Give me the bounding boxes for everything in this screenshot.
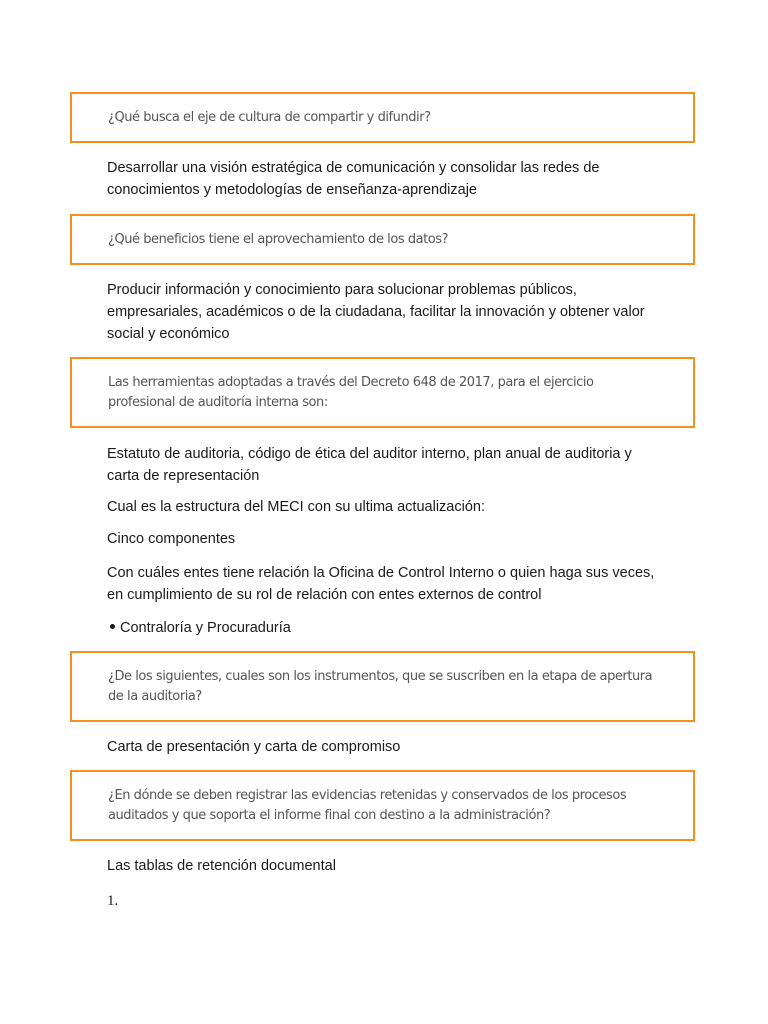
bullet-icon	[110, 624, 115, 629]
answer-text-1: Desarrollar una visión estratégica de comunicación y consolidar las redes de conocimientos y metodologías de enseñanza-aprendizaje	[107, 160, 600, 198]
answer-text-meci: Cinco componentes	[107, 531, 236, 547]
bullet-list-item	[107, 617, 667, 639]
question-text: Las herramientas adoptadas a través del Decreto 648 de 2017, para el ejercicio profesional de auditoría interna son:	[108, 374, 594, 410]
answer-text-2: Producir información y conocimiento para solucionar problemas públicos, empresariales, académicos o de la ciudadana, facilitar la innovación y obtener valor social y económico	[107, 282, 645, 342]
question-text: ¿De los siguientes, cuales son los instrumentos, que se suscriben en la etapa de apertura de la auditoria?	[108, 668, 653, 704]
question-text: ¿Qué beneficios tiene el aprovechamiento de los datos?	[108, 231, 449, 247]
question-box-3	[70, 357, 695, 428]
question-box-4	[70, 651, 695, 722]
question-text: ¿En dónde se deben registrar las evidencias retenidas y conservados de los procesos auditados y que soporta el informe final con destino a la administración?	[108, 787, 627, 823]
question-box-5	[70, 770, 695, 841]
answer-text-3: Estatuto de auditoria, código de ética del auditor interno, plan anual de auditoria y carta de representación	[107, 446, 632, 484]
question-text-entes: Con cuáles entes tiene relación la Oficina de Control Interno o quien haga sus veces, en cumplimiento de su rol de relación con entes externos de control	[107, 565, 655, 603]
answer-text-4: Carta de presentación y carta de compromiso	[107, 739, 401, 755]
bullet-text: Contraloría y Procuraduría	[120, 620, 291, 636]
list-number: 1.	[107, 893, 119, 909]
answer-text-5: Las tablas de retención documental	[107, 858, 336, 874]
question-text: ¿Qué busca el eje de cultura de compartir y difundir?	[108, 109, 431, 125]
question-box-2	[70, 214, 695, 265]
question-text-meci: Cual es la estructura del MECI con su ultima actualización:	[107, 499, 485, 515]
question-box-1	[70, 92, 695, 143]
